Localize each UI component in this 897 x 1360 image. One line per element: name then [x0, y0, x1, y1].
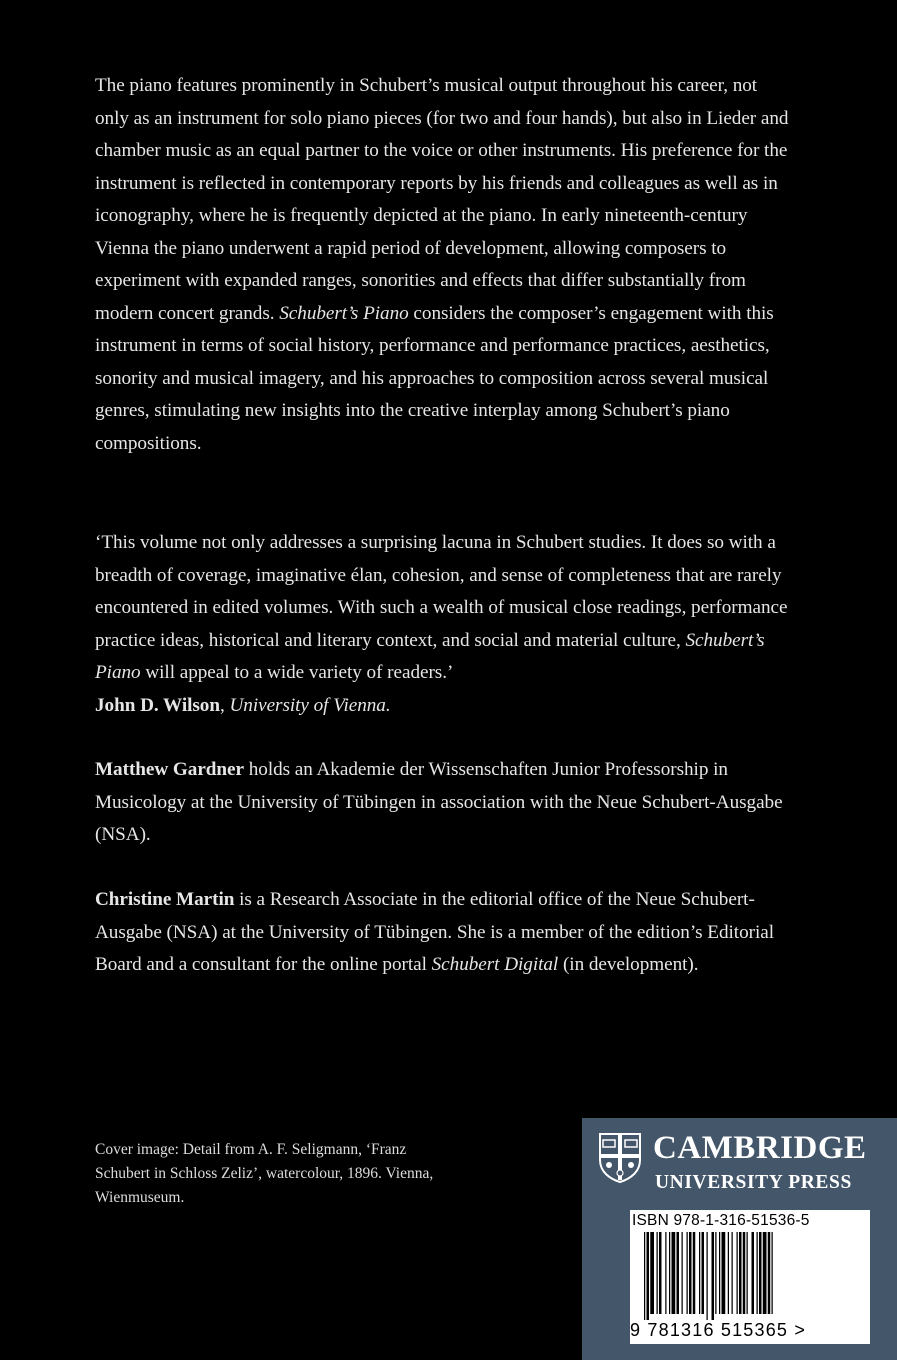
barcode-bar	[657, 1232, 658, 1314]
barcode-bar	[682, 1232, 683, 1314]
book-title-italic: Schubert’s Piano	[279, 302, 409, 324]
barcode-bar	[763, 1232, 767, 1314]
barcode-digits: 9 781316 515365 >	[630, 1320, 807, 1340]
publisher-panel	[582, 1118, 897, 1360]
barcode-bar	[702, 1232, 705, 1314]
barcode-bar	[732, 1232, 733, 1314]
reviewer-affiliation: University of Vienna.	[229, 694, 391, 716]
barcode-bar	[722, 1232, 726, 1314]
barcode-bar	[693, 1232, 696, 1314]
isbn-label: ISBN 978-1-316-51536-5	[632, 1212, 810, 1229]
barcode-bar	[672, 1232, 676, 1314]
barcode-bars	[630, 1232, 870, 1320]
barcode-bar	[687, 1232, 688, 1314]
barcode-bar	[759, 1232, 762, 1314]
barcode-bar	[719, 1232, 720, 1314]
review-text-1: ‘This volume not only addresses a surprising lacuna in Schubert studies. It does so with a breadth of coverage, imaginative élan, cohesion, and sense of completeness that are rarely encountered in edited volumes. With such a wealth of musical close readings, performance practice ideas, historical and literary context, and social and material culture,	[95, 532, 788, 651]
barcode-bar	[715, 1232, 716, 1314]
review-book-title: Schubert’s Piano	[95, 629, 765, 683]
publisher-logo	[598, 1128, 888, 1208]
barcode-bar	[659, 1232, 662, 1314]
cover-image-credit: Cover image: Detail from A. F. Seligmann, ‘Franz Schubert in Schloss Zeliz’, watercolour, 1896. Vienna, Wienmuseum.	[95, 1141, 434, 1206]
editor-bio-text-gardner: holds an Akademie der Wissenschaften Junior Professorship in Musicology at the University of Tübingen in association with the Neue Schubert-Ausgabe (NSA).	[95, 759, 783, 845]
barcode-bar	[677, 1232, 680, 1314]
editor-bio-text-martin-1: is a Research Associate in the editorial office of the Neue Schubert-Ausgabe (NSA) at the University of Tübingen. She is a member of the edition’s Editorial Board and a consultant for the online portal	[95, 889, 774, 975]
barcode-bar	[669, 1232, 670, 1314]
barcode-bar	[699, 1232, 700, 1314]
review-text-2: will appeal to a wide variety of readers.’	[140, 662, 454, 683]
barcode-bar	[707, 1232, 708, 1320]
barcode-bar	[757, 1232, 758, 1314]
review-quote	[95, 527, 795, 722]
barcode-bar	[712, 1232, 715, 1320]
barcode	[630, 1210, 870, 1344]
barcode-bar	[743, 1232, 746, 1314]
reviewer-name: John D. Wilson	[95, 694, 220, 716]
editor-name-martin: Christine Martin	[95, 889, 235, 910]
portal-name-italic: Schubert Digital	[431, 954, 559, 975]
editor-name-gardner: Matthew Gardner	[95, 759, 244, 780]
barcode-bar	[752, 1232, 755, 1314]
editor-bio-martin	[95, 884, 795, 982]
description-text-2: considers the composer’s engagement with this instrument in terms of social history, performance and performance practices, aesthetics, sonority and musical imagery, and his approaches to composition across several musical genres, stimulating new insights into the creative interplay among Schubert’s piano compositions.	[95, 302, 774, 454]
barcode-bar	[772, 1232, 773, 1314]
barcode-bar	[737, 1232, 738, 1314]
publisher-name-line1: CAMBRIDGE	[653, 1130, 867, 1166]
barcode-bar	[644, 1232, 645, 1320]
barcode-bar	[739, 1232, 742, 1314]
barcode-bar	[747, 1232, 748, 1314]
barcode-bar	[768, 1232, 771, 1314]
cambridge-crest-icon	[598, 1132, 642, 1184]
barcode-bar	[665, 1232, 666, 1314]
barcode-bar	[647, 1232, 650, 1320]
barcode-bar	[689, 1232, 692, 1314]
description-paragraph	[95, 70, 795, 460]
publisher-name-line2: UNIVERSITY PRESS	[655, 1172, 852, 1193]
editor-bio-text-martin-2: (in development).	[558, 954, 699, 975]
editor-bio-gardner	[95, 754, 795, 852]
barcode-bar	[728, 1232, 729, 1314]
description-text-1: The piano features prominently in Schubert’s musical output throughout his career, not only as an instrument for solo piano pieces (for two and four hands), but also in Lieder and chamber music as an equal partner to the voice or other instruments. His preference for the instrument is reflected in contemporary reports by his friends and colleagues as well as in iconography, where he is frequently depicted at the piano. In early nineteenth-century Vienna the piano underwent a rapid period of development, allowing composers to experiment with expanded ranges, sonorities and effects that differ substantially from modern concert grands.	[95, 75, 789, 324]
reviewer-separator: ,	[219, 694, 230, 716]
barcode-bar	[650, 1232, 654, 1314]
